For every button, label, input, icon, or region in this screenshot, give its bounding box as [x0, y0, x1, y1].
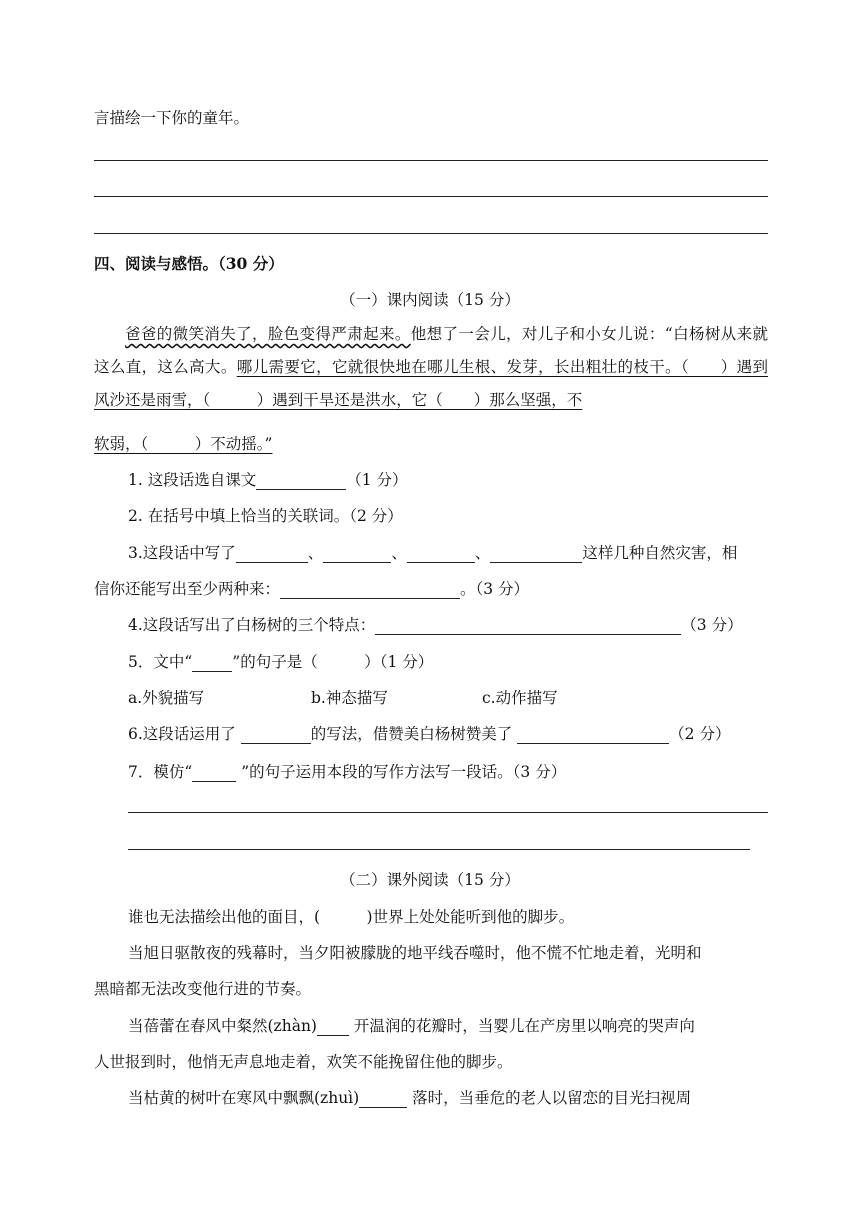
question-6-score: （2 分）	[669, 725, 731, 743]
question-3-blank-2[interactable]	[323, 544, 391, 563]
passage-2-text-b: 开温润的花瓣时，当婴儿在产房里以响亮的哭声向	[348, 1017, 695, 1035]
passage-2-text: 当蓓蕾在春风中粲然(zhàn)	[128, 1017, 317, 1035]
passage-wavy-sentence: 爸爸的微笑消失了，脸色变得严肃起来。	[125, 325, 411, 343]
separator: 、	[391, 544, 407, 562]
question-3-blank-5[interactable]	[280, 580, 460, 599]
question-1-blank[interactable]	[256, 471, 346, 490]
question-3-text-b: 这样几种自然灾害，相	[582, 544, 738, 562]
passage-1-last-line	[94, 432, 272, 454]
question-3-continued	[94, 577, 529, 599]
question-3-text: 3.这段话中写了	[128, 544, 236, 562]
question-7-text-b: ”的句子运用本段的写作方法写一段话。（3 分）	[236, 763, 567, 781]
question-7-blank[interactable]	[192, 763, 236, 782]
question-3-blank-3[interactable]	[407, 544, 475, 563]
question-2: 2. 在括号中填上恰当的关联词。（2 分）	[128, 507, 403, 525]
question-6-blank-1[interactable]	[241, 725, 311, 744]
question-6-text-b: 的写法，借赞美白杨树赞美了	[310, 725, 518, 743]
passage-2-text-d: 落时，当垂危的老人以留恋的目光扫视周	[407, 1089, 692, 1107]
question-6	[128, 722, 730, 744]
answer-prompt-text: 言描绘一下你的童年。	[94, 109, 250, 127]
option-c[interactable]: c.动作描写	[482, 689, 558, 707]
part2-title: （二）课外阅读（15 分）	[340, 871, 520, 889]
answer-line-3[interactable]	[94, 233, 768, 234]
question-5	[128, 650, 433, 672]
separator: 、	[474, 544, 491, 562]
question-4	[128, 613, 743, 635]
separator: 、	[307, 544, 324, 562]
question-7	[128, 760, 566, 782]
passage-2-line-4	[128, 1014, 695, 1036]
passage-1	[94, 318, 768, 417]
answer-line-1[interactable]	[94, 160, 768, 161]
question-1	[128, 468, 408, 490]
question-3-blank-4[interactable]	[490, 544, 582, 563]
passage-underlined-end: 软弱，（ ）不动摇。”	[94, 435, 273, 453]
part1-title: （一）课内阅读（15 分）	[340, 291, 520, 309]
question-4-score: （3 分）	[681, 616, 743, 634]
passage-2-line-6	[128, 1086, 691, 1108]
question-4-blank[interactable]	[375, 616, 681, 635]
question-7-text: 7．模仿“	[128, 763, 193, 781]
answer-line-2[interactable]	[94, 196, 768, 197]
answer-line-4[interactable]	[128, 812, 768, 813]
passage-2-line-2: 当旭日驱散夜的残幕时，当夕阳被朦胧的地平线吞噬时，他不慌不忙地走着，光明和	[128, 944, 702, 962]
passage-2-line-1: 谁也无法描绘出他的面目，( )世界上处处能听到他的脚步。	[128, 908, 575, 926]
passage-underlined-sentence: 哪儿需要它，它就很快地在哪儿生根、发芽，长出粗壮的枝干。（ ）遇到风沙还是雨雪，（ ）遇到干旱还是洪水，它（ ）那么坚强，不	[94, 358, 768, 409]
passage-2-blank-2[interactable]	[359, 1089, 407, 1108]
passage-2-text-c: 当枯黄的树叶在寒风中飘飘(zhuì)	[128, 1089, 360, 1107]
question-3-score: 。（3 分）	[460, 580, 530, 598]
section-heading: 四、阅读与感悟。（30 分）	[94, 254, 284, 273]
question-1-text: 1. 这段话选自课文	[128, 471, 257, 489]
question-3-blank-1[interactable]	[236, 544, 308, 563]
passage-text: 他想了一会儿，对儿子和小女儿说：“白杨树从来就这么直，这么高大。	[94, 325, 768, 376]
question-3-text-c: 信你还能写出至少两种来：	[94, 580, 281, 598]
answer-line-5[interactable]	[128, 849, 750, 850]
question-6-text: 6.这段话运用了	[128, 725, 241, 743]
question-3	[128, 541, 737, 563]
option-a[interactable]: a.外貌描写	[128, 689, 205, 707]
passage-2-line-3: 黑暗都无法改变他行进的节奏。	[94, 980, 312, 998]
question-5-blank[interactable]	[192, 653, 232, 672]
question-1-score: （1 分）	[346, 471, 408, 489]
question-6-blank-2[interactable]	[517, 725, 669, 744]
question-4-text: 4.这段话写出了白杨树的三个特点：	[128, 616, 376, 634]
question-5-text-b: ”的句子是（ ）（1 分）	[232, 653, 434, 671]
passage-2-line-5: 人世报到时，他悄无声息地走着，欢笑不能挽留住他的脚步。	[94, 1053, 513, 1071]
option-b[interactable]: b.神态描写	[311, 689, 388, 707]
question-5-text: 5．文中“	[128, 653, 193, 671]
passage-2-blank-1[interactable]	[317, 1017, 349, 1036]
